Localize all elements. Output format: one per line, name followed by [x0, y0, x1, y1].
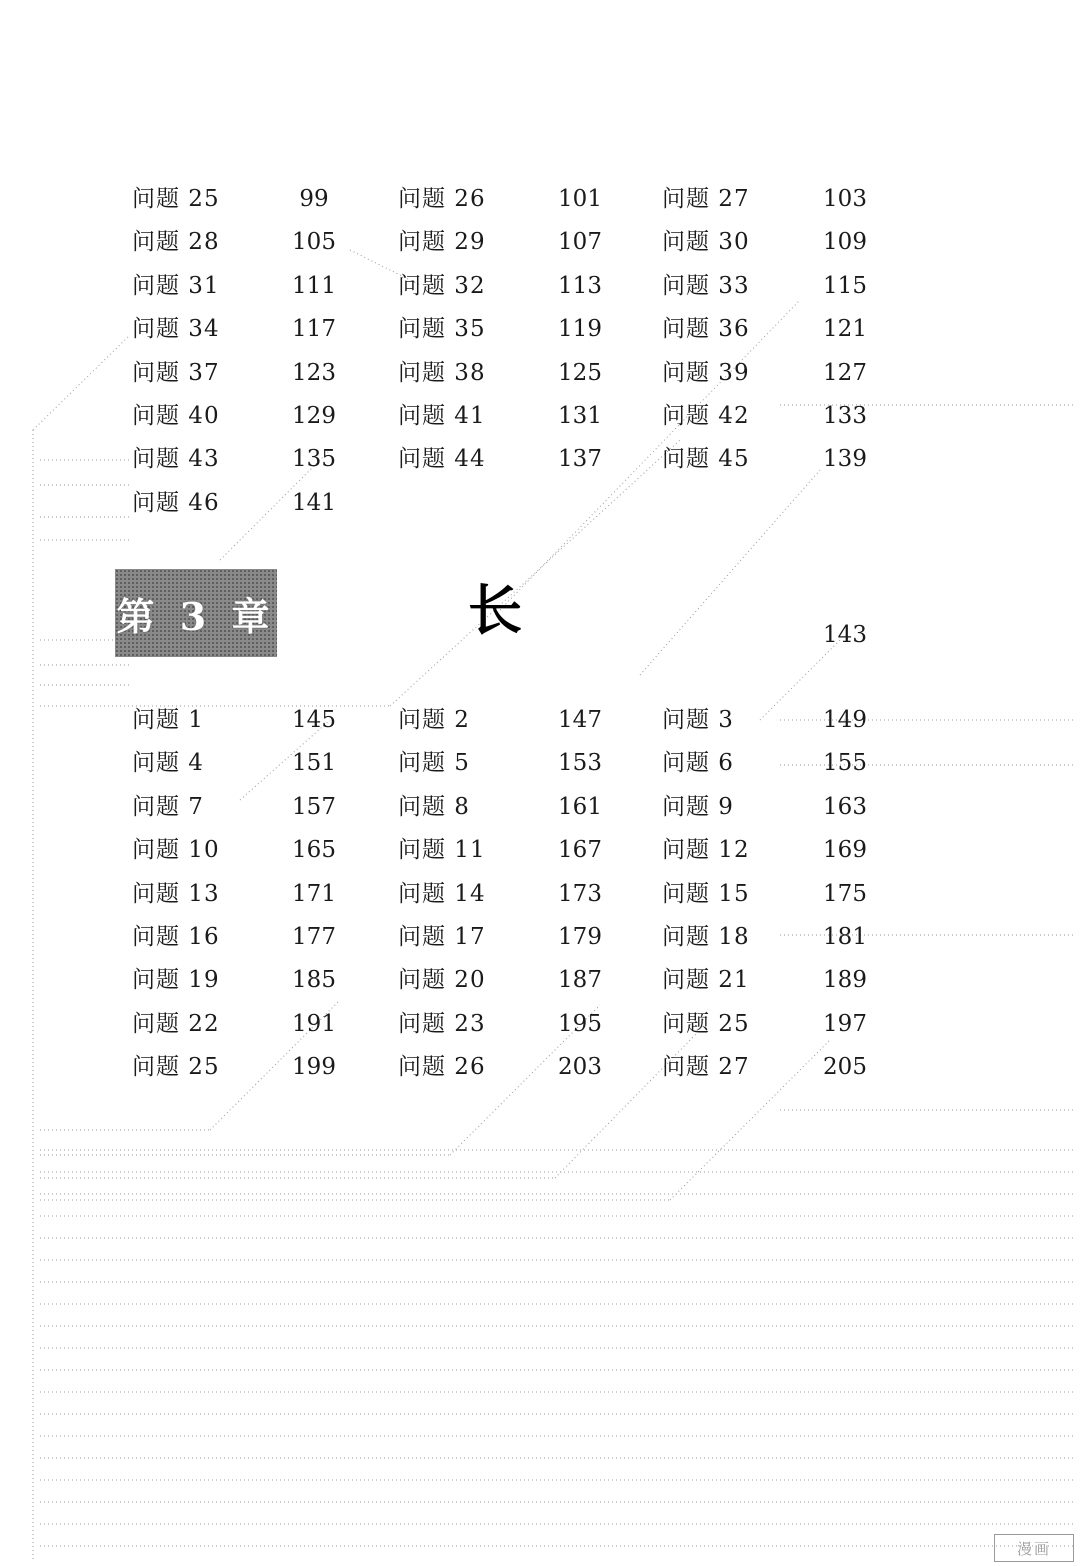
toc-entry-page: 115	[823, 272, 867, 299]
toc-entry-label: 问题 11	[398, 837, 486, 864]
toc-entry-page: 105	[292, 229, 336, 256]
toc-entry-page: 191	[292, 1010, 336, 1037]
toc-entry-label: 问题 38	[398, 359, 486, 386]
toc-entry-label: 问题 13	[132, 880, 220, 907]
toc-entry-label: 问题 8	[398, 793, 470, 820]
toc-entry-label: 问题 26	[398, 186, 486, 212]
toc-entry-page: 127	[823, 359, 867, 386]
toc-entry-page: 167	[558, 837, 602, 864]
toc-entry-page: 187	[558, 967, 602, 994]
toc-entry-page: 111	[292, 272, 336, 299]
toc-entry-page: 145	[292, 707, 336, 733]
toc-entry-page: 157	[292, 793, 336, 820]
toc-entry-page: 133	[823, 402, 867, 429]
toc-entry-label: 问题 21	[662, 967, 750, 994]
toc-entry-label: 问题 32	[398, 272, 486, 299]
toc-entry-label: 问题 27	[662, 186, 750, 212]
toc-entry-label: 问题 28	[132, 229, 220, 256]
toc-entry-page: 179	[558, 923, 602, 950]
toc-entry-page: 197	[823, 1010, 867, 1037]
toc-entry-label: 问题 14	[398, 880, 486, 907]
toc-row	[130, 742, 890, 785]
toc-entry-page: 109	[823, 229, 867, 256]
toc-entry-page: 171	[292, 880, 336, 907]
toc-entry-page: 205	[823, 1054, 867, 1081]
chapter-page-number: 143	[823, 622, 867, 648]
toc-entry-page: 139	[823, 446, 867, 473]
toc-entry-page: 103	[823, 186, 867, 212]
toc-entry-page: 161	[558, 793, 602, 820]
toc-row	[130, 221, 890, 264]
toc-row	[130, 873, 890, 916]
toc-entry-page: 99	[299, 186, 329, 212]
toc-entry-page: 125	[558, 359, 602, 386]
toc-entry-label: 问题 41	[398, 402, 486, 429]
toc-entry-label: 问题 16	[132, 923, 220, 950]
toc-row	[130, 916, 890, 959]
toc-entry-label: 问题 15	[662, 880, 750, 907]
toc-entry-label: 问题 26	[398, 1054, 486, 1081]
toc-section-continued	[130, 178, 890, 525]
toc-entry-label: 问题 30	[662, 229, 750, 256]
toc-entry-label: 问题 39	[662, 359, 750, 386]
toc-entry-label: 问题 6	[662, 750, 734, 777]
toc-entry-page: 131	[558, 402, 602, 429]
toc-entry-page: 147	[558, 707, 602, 733]
toc-entry-page: 121	[823, 316, 867, 343]
toc-entry-label: 问题 22	[132, 1010, 220, 1037]
toc-entry-label: 问题 25	[132, 1054, 220, 1081]
toc-entry-label: 问题 33	[662, 272, 750, 299]
toc-entry-label: 问题 7	[132, 793, 204, 820]
toc-entry-page: 141	[292, 489, 336, 516]
toc-entry-page: 169	[823, 837, 867, 864]
toc-entry-label: 问题 4	[132, 750, 204, 777]
toc-entry-label: 问题 19	[132, 967, 220, 994]
toc-row	[130, 178, 890, 221]
toc-entry-label: 问题 23	[398, 1010, 486, 1037]
toc-entry-label: 问题 45	[662, 446, 750, 473]
toc-entry-label: 问题 36	[662, 316, 750, 343]
toc-row	[130, 786, 890, 829]
toc-entry-label: 问题 43	[132, 446, 220, 473]
toc-row	[130, 395, 890, 438]
toc-entry-page: 113	[558, 272, 602, 299]
toc-row	[130, 699, 890, 742]
toc-entry-label: 问题 42	[662, 402, 750, 429]
toc-entry-page: 107	[558, 229, 602, 256]
watermark-stamp: 漫画	[994, 1534, 1074, 1562]
toc-row	[130, 959, 890, 1002]
toc-entry-page: 189	[823, 967, 867, 994]
toc-entry-label: 问题 35	[398, 316, 486, 343]
chapter-badge	[115, 569, 277, 657]
toc-entry-label: 问题 34	[132, 316, 220, 343]
toc-entry-page: 155	[823, 750, 867, 777]
toc-entry-page: 135	[292, 446, 336, 473]
toc-entry-page: 185	[292, 967, 336, 994]
toc-row	[130, 352, 890, 395]
toc-entry-page: 175	[823, 880, 867, 907]
toc-entry-page: 199	[292, 1054, 336, 1081]
toc-entry-label: 问题 17	[398, 923, 486, 950]
toc-entry-label: 问题 25	[662, 1010, 750, 1037]
toc-row	[130, 482, 890, 525]
toc-entry-page: 137	[558, 446, 602, 473]
toc-entry-page: 123	[292, 359, 336, 386]
toc-row	[130, 308, 890, 351]
toc-row	[130, 438, 890, 481]
toc-entry-page: 165	[292, 837, 336, 864]
toc-entry-label: 问题 18	[662, 923, 750, 950]
toc-entry-label: 问题 3	[662, 707, 734, 733]
toc-entry-page: 203	[558, 1054, 602, 1081]
toc-entry-page: 119	[558, 316, 602, 343]
toc-entry-label: 问题 20	[398, 967, 486, 994]
toc-entry-page: 177	[292, 923, 336, 950]
toc-entry-label: 问题 29	[398, 229, 486, 256]
toc-entry-page: 173	[558, 880, 602, 907]
toc-entry-page: 163	[823, 793, 867, 820]
toc-entry-label: 问题 25	[132, 186, 220, 212]
toc-entry-page: 153	[558, 750, 602, 777]
toc-row	[130, 265, 890, 308]
toc-entry-label: 问题 31	[132, 272, 220, 299]
chapter-title: 长	[468, 578, 522, 642]
toc-entry-label: 问题 37	[132, 359, 220, 386]
toc-entry-page: 151	[292, 750, 336, 777]
toc-row	[130, 1046, 890, 1089]
toc-entry-label: 问题 27	[662, 1054, 750, 1081]
toc-section-chapter-3	[130, 699, 890, 1090]
toc-entry-page: 117	[292, 316, 336, 343]
toc-row	[130, 1003, 890, 1046]
toc-entry-label: 问题 5	[398, 750, 470, 777]
toc-entry-label: 问题 40	[132, 402, 220, 429]
toc-entry-page: 101	[558, 186, 602, 212]
toc-row	[130, 829, 890, 872]
toc-entry-label: 问题 2	[398, 707, 470, 733]
toc-entry-label: 问题 9	[662, 793, 734, 820]
toc-entry-label: 问题 46	[132, 489, 220, 516]
toc-entry-label: 问题 12	[662, 837, 750, 864]
toc-entry-label: 问题 10	[132, 837, 220, 864]
toc-entry-label: 问题 44	[398, 446, 486, 473]
chapter-label: 第 3 章	[116, 593, 276, 639]
toc-entry-page: 129	[292, 402, 336, 429]
toc-entry-label: 问题 1	[132, 707, 204, 733]
toc-entry-page: 181	[823, 923, 867, 950]
toc-entry-page: 149	[823, 707, 867, 733]
toc-entry-page: 195	[558, 1010, 602, 1037]
